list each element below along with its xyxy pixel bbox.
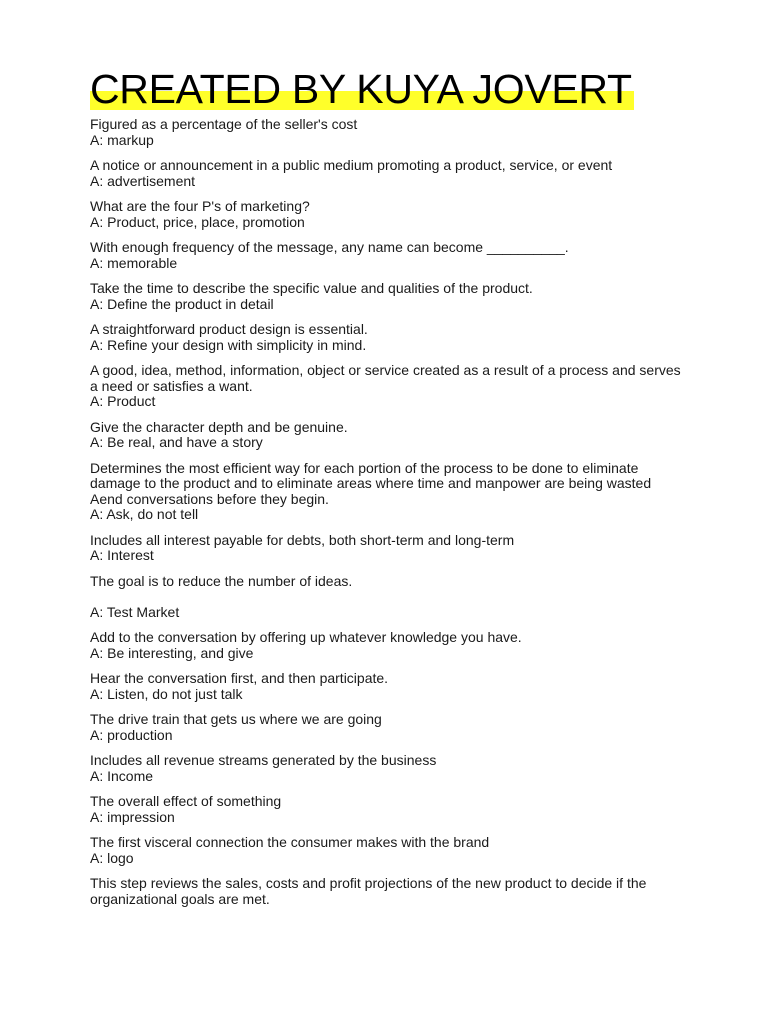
qa-item	[90, 574, 690, 621]
answer-text: A: logo	[90, 849, 134, 866]
answer-text: A: markup	[90, 131, 154, 148]
answer-text: A: Ask, do not tell	[90, 506, 199, 522]
qa-item	[90, 158, 690, 189]
answer-text: A: Product, price, place, promotion	[90, 213, 305, 230]
qa-list	[90, 117, 690, 907]
question-text: Includes all revenue streams generated by the business	[90, 752, 437, 768]
qa-item	[90, 753, 690, 784]
answer-text: A: Interest	[90, 547, 154, 563]
question-text: A notice or announcement in a public medium promoting a product, service, or event	[90, 157, 613, 173]
extra-text: Aend conversations before they begin.	[90, 490, 329, 507]
answer-text: A: Refine your design with simplicity in mind.	[90, 336, 367, 353]
question-text: Figured as a percentage of the seller's cost	[90, 116, 358, 132]
question-text: Hear the conversation first, and then participate.	[90, 670, 389, 686]
question-text: Take the time to describe the specific value and qualities of the product.	[90, 280, 533, 296]
document-page	[90, 68, 690, 917]
qa-item	[90, 117, 690, 148]
answer-text: A: Listen, do not just talk	[90, 685, 243, 702]
qa-item	[90, 461, 690, 523]
question-text: Add to the conversation by offering up whatever knowledge you have.	[90, 629, 522, 645]
answer-text: A: Product	[90, 393, 156, 409]
document-title: CREATED BY KUYA JOVERT	[90, 66, 632, 112]
answer-text: A: Income	[90, 767, 154, 784]
blank-line	[90, 589, 690, 605]
qa-item	[90, 281, 690, 312]
question-text: The overall effect of something	[90, 793, 282, 809]
answer-text: A: advertisement	[90, 172, 196, 189]
question-text: Determines the most efficient way for each portion of the process to be done to eliminate damage to the product and to eliminate areas where time and manpower are being wasted	[90, 459, 652, 491]
answer-text: A: Test Market	[90, 603, 180, 620]
qa-item	[90, 712, 690, 743]
question-text: With enough frequency of the message, any name can become __________.	[90, 239, 569, 255]
qa-item	[90, 835, 690, 866]
qa-item	[90, 420, 690, 451]
qa-item	[90, 876, 690, 907]
question-text: What are the four P's of marketing?	[90, 198, 310, 214]
qa-item	[90, 630, 690, 661]
question-text: Includes all interest payable for debts, both short-term and long-term	[90, 531, 515, 548]
question-text: A good, idea, method, information, object or service created as a result of a process and serves a need or satisfies a want.	[90, 362, 685, 394]
answer-text: A: memorable	[90, 254, 178, 271]
answer-text: A: Be real, and have a story	[90, 434, 263, 450]
qa-item	[90, 199, 690, 230]
question-text: The drive train that gets us where we are going	[90, 711, 382, 727]
qa-item	[90, 533, 690, 564]
answer-text: A: Define the product in detail	[90, 295, 274, 312]
qa-item	[90, 363, 690, 410]
question-text: The goal is to reduce the number of ideas.	[90, 572, 353, 589]
question-text: The first visceral connection the consumer makes with the brand	[90, 834, 490, 850]
answer-text: A: impression	[90, 808, 175, 825]
answer-text: A: Be interesting, and give	[90, 644, 254, 661]
qa-item	[90, 794, 690, 825]
question-text: Give the character depth and be genuine.	[90, 418, 348, 435]
question-text: A straightforward product design is essential.	[90, 321, 368, 337]
qa-item	[90, 671, 690, 702]
qa-item	[90, 322, 690, 353]
qa-item	[90, 240, 690, 271]
question-text: This step reviews the sales, costs and profit projections of the new product to decide if the organizational goals are met.	[90, 875, 651, 907]
answer-text: A: production	[90, 726, 173, 743]
